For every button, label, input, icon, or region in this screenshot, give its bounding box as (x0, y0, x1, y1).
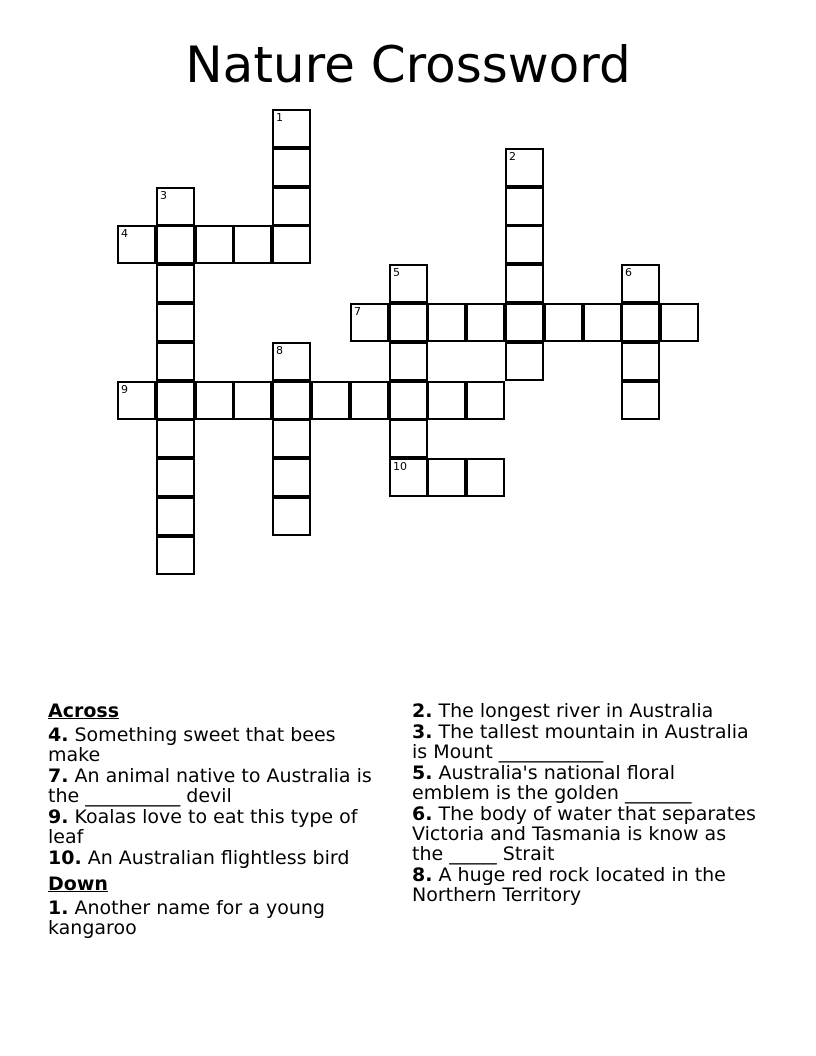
down-clue-list (48, 898, 393, 938)
crossword-cell[interactable] (544, 303, 583, 342)
clue-item-text: A huge red rock located in the Northern Territory (412, 864, 726, 906)
clue-item-number: 5. (412, 762, 433, 784)
clue-item-number: 8. (412, 864, 433, 886)
crossword-cell[interactable] (156, 419, 195, 458)
clue-number: 10 (393, 460, 407, 473)
clue-item-text: The longest river in Australia (438, 700, 714, 722)
crossword-cell[interactable] (195, 381, 234, 420)
crossword-cell[interactable] (117, 225, 156, 264)
crossword-cell[interactable] (272, 497, 311, 536)
crossword-cell[interactable] (272, 458, 311, 497)
down-heading: Down (48, 873, 108, 895)
clue-item (412, 701, 757, 721)
crossword-cell[interactable] (350, 381, 389, 420)
crossword-cell[interactable] (621, 381, 660, 420)
crossword-cell[interactable] (389, 419, 428, 458)
crossword-cell[interactable] (272, 225, 311, 264)
crossword-cell[interactable] (621, 264, 660, 303)
clue-number: 6 (625, 266, 632, 279)
clue-item (48, 848, 393, 868)
clue-number: 3 (160, 189, 167, 202)
clue-item-text: Australia's national floral emblem is the golden _______ (412, 762, 692, 804)
clue-item (48, 898, 393, 938)
crossword-cell[interactable] (156, 342, 195, 381)
crossword-cell[interactable] (156, 497, 195, 536)
clue-item-number: 6. (412, 803, 433, 825)
clue-item (48, 766, 393, 806)
crossword-cell[interactable] (195, 225, 234, 264)
crossword-cell[interactable] (505, 342, 544, 381)
clues-left-column (48, 701, 393, 939)
clue-number: 7 (354, 305, 361, 318)
crossword-cell[interactable] (156, 303, 195, 342)
crossword-cell[interactable] (427, 381, 466, 420)
crossword-cell[interactable] (272, 342, 311, 381)
clue-item-text: The tallest mountain in Australia is Mount ___________ (412, 721, 749, 763)
crossword-cell[interactable] (156, 225, 195, 264)
crossword-cell[interactable] (389, 264, 428, 303)
clues-right-column (412, 701, 757, 906)
down-clue-list-continued (412, 701, 757, 905)
crossword-cell[interactable] (350, 303, 389, 342)
crossword-cell[interactable] (272, 109, 311, 148)
clue-item-number: 2. (412, 700, 433, 722)
crossword-cell[interactable] (272, 148, 311, 187)
clue-item-number: 1. (48, 897, 69, 919)
crossword-cell[interactable] (272, 419, 311, 458)
crossword-cell[interactable] (505, 148, 544, 187)
crossword-cell[interactable] (233, 225, 272, 264)
crossword-cell[interactable] (505, 264, 544, 303)
across-clue-list (48, 725, 393, 868)
clue-item-text: Something sweet that bees make (48, 724, 336, 766)
across-heading: Across (48, 700, 120, 722)
crossword-cell[interactable] (272, 187, 311, 226)
crossword-cell[interactable] (389, 458, 428, 497)
crossword-cell[interactable] (156, 458, 195, 497)
clue-item (48, 725, 393, 765)
crossword-cell[interactable] (427, 458, 466, 497)
crossword-cell[interactable] (427, 303, 466, 342)
clue-item-text: Another name for a young kangaroo (48, 897, 325, 939)
clue-item (412, 865, 757, 905)
crossword-cell[interactable] (505, 187, 544, 226)
clue-number: 2 (509, 150, 516, 163)
crossword-cell[interactable] (505, 225, 544, 264)
crossword-cell[interactable] (156, 187, 195, 226)
crossword-cell[interactable] (466, 303, 505, 342)
clue-item (412, 763, 757, 803)
clue-number: 9 (121, 383, 128, 396)
clue-item (412, 804, 757, 864)
crossword-cell[interactable] (389, 303, 428, 342)
crossword-cell[interactable] (466, 458, 505, 497)
clue-item-text: Koalas love to eat this type of leaf (48, 806, 358, 848)
clue-item-number: 4. (48, 724, 69, 746)
crossword-cell[interactable] (156, 381, 195, 420)
clue-item-text: An Australian flightless bird (87, 847, 350, 869)
crossword-cell[interactable] (272, 381, 311, 420)
clue-number: 8 (276, 344, 283, 357)
page-title: Nature Crossword (185, 36, 631, 94)
crossword-cell[interactable] (156, 536, 195, 575)
clue-item-text: An animal native to Australia is the __________ devil (48, 765, 372, 807)
clue-number: 1 (276, 111, 283, 124)
clue-item-text: The body of water that separates Victoria and Tasmania is know as the _____ Strait (412, 803, 756, 865)
clue-item-number: 3. (412, 721, 433, 743)
crossword-cell[interactable] (621, 303, 660, 342)
crossword-cell[interactable] (117, 381, 156, 420)
crossword-cell[interactable] (583, 303, 622, 342)
crossword-cell[interactable] (466, 381, 505, 420)
crossword-cell[interactable] (156, 264, 195, 303)
crossword-cell[interactable] (505, 303, 544, 342)
crossword-cell[interactable] (389, 381, 428, 420)
crossword-cell[interactable] (389, 342, 428, 381)
clue-item (412, 722, 757, 762)
clue-item-number: 9. (48, 806, 69, 828)
clue-number: 4 (121, 227, 128, 240)
crossword-cell[interactable] (233, 381, 272, 420)
crossword-cell[interactable] (621, 342, 660, 381)
clue-item (48, 807, 393, 847)
crossword-cell[interactable] (660, 303, 699, 342)
clue-item-number: 10. (48, 847, 82, 869)
clue-number: 5 (393, 266, 400, 279)
crossword-cell[interactable] (311, 381, 350, 420)
clue-item-number: 7. (48, 765, 69, 787)
